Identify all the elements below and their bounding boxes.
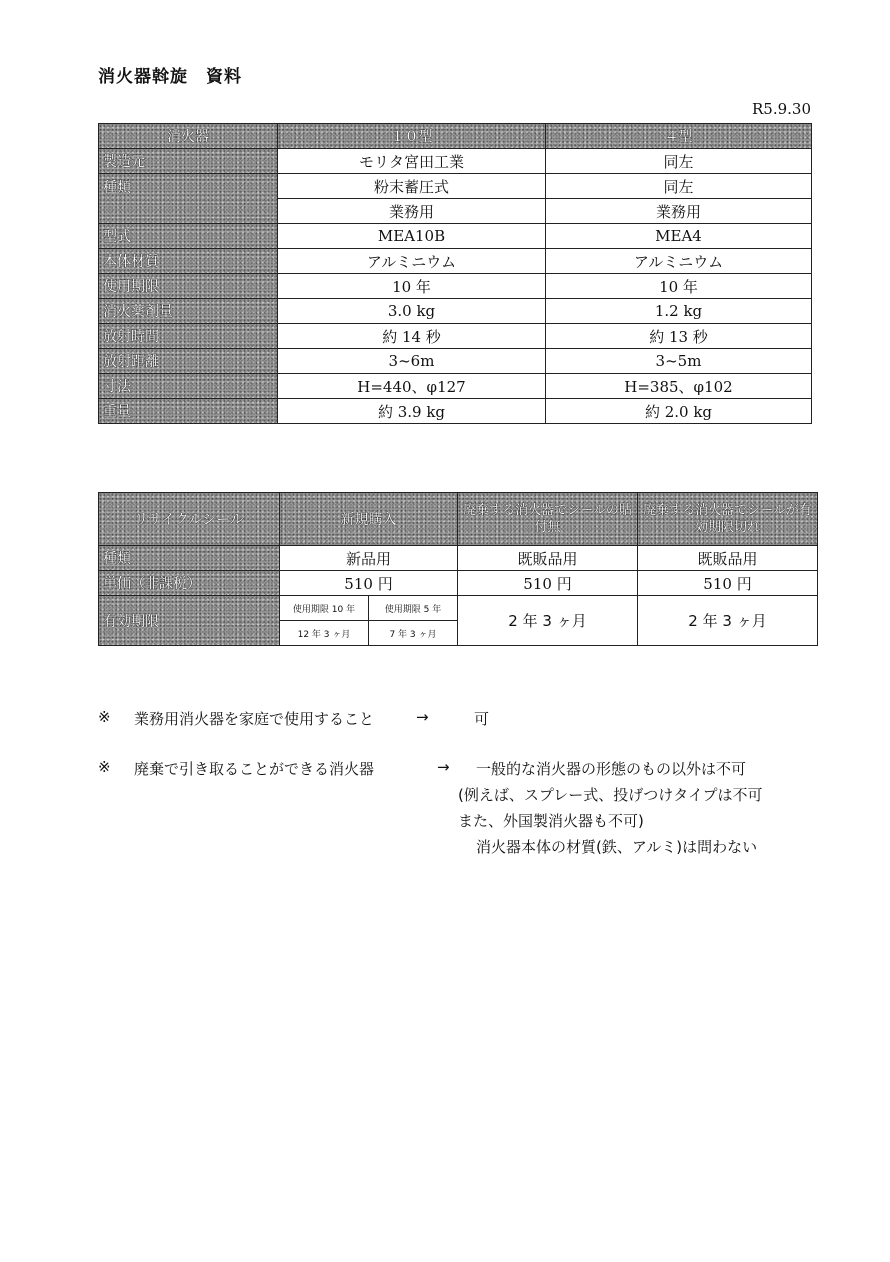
seal-price-no-seal: 510 円 xyxy=(458,571,638,596)
spec-label: 本体材質 xyxy=(99,249,278,274)
seal-price-expired: 510 円 xyxy=(638,571,818,596)
spec-value-type4: MEA4 xyxy=(546,224,812,249)
spec-row-material xyxy=(99,249,812,274)
seal-header-new-purchase: 新規購入 xyxy=(280,493,458,546)
spec-label: 寸法 xyxy=(99,374,278,399)
spec-value-type10: 3.0 kg xyxy=(278,299,546,324)
spec-value-type4: アルミニウム xyxy=(546,249,812,274)
seal-header-label: リサイクルシール xyxy=(99,493,280,546)
note1-text: 業務用消火器を家庭で使用すること xyxy=(134,710,375,728)
spec-value-type4: 3~5m xyxy=(546,349,812,374)
validity-sub-value-5y: 7 年 3 ヶ月 xyxy=(369,621,458,646)
spec-label: 種類 xyxy=(99,174,278,224)
spec-value-type10: 10 年 xyxy=(278,274,546,299)
note1-arrow: → xyxy=(416,708,429,726)
spec-value-type4: 同左 xyxy=(546,149,812,174)
spec-value-type10: 約 3.9 kg xyxy=(278,399,546,424)
seal-validity-expired: 2 年 3 ヶ月 xyxy=(638,596,818,646)
spec-label: 重量 xyxy=(99,399,278,424)
spec-value-type10: 約 14 秒 xyxy=(278,324,546,349)
seal-label: 有効期限 xyxy=(99,596,280,646)
spec-row-manufacturer xyxy=(99,149,812,174)
seal-row-price xyxy=(99,571,818,596)
seal-label: 種類 xyxy=(99,546,280,571)
spec-header-type10: １０型 xyxy=(278,124,546,149)
seal-type-expired: 既販品用 xyxy=(638,546,818,571)
validity-sub-header-10y: 使用期限 10 年 xyxy=(280,596,369,621)
note2-arrow: → xyxy=(437,758,450,776)
note2-line4: 消火器本体の材質(鉄、アルミ)は問わない xyxy=(476,838,758,856)
spec-row-kind xyxy=(99,174,812,199)
note-mark-2: ※ xyxy=(98,758,111,776)
spec-row-discharge-range xyxy=(99,349,812,374)
spec-row-expiry xyxy=(99,274,812,299)
spec-value-type4: 約 2.0 kg xyxy=(546,399,812,424)
seal-label: 単価（非課税） xyxy=(99,571,280,596)
spec-row-dimensions xyxy=(99,374,812,399)
seal-row-type xyxy=(99,546,818,571)
spec-row-weight xyxy=(99,399,812,424)
validity-sub-header-5y: 使用期限 5 年 xyxy=(369,596,458,621)
seal-price-new: 510 円 xyxy=(280,571,458,596)
seal-validity-no-seal: 2 年 3 ヶ月 xyxy=(458,596,638,646)
spec-value-type10: MEA10B xyxy=(278,224,546,249)
seal-header-no-seal: 廃棄する消火器でシールの貼付無 xyxy=(458,493,638,546)
spec-header-type4: ４型 xyxy=(546,124,812,149)
note2-text: 廃棄で引き取ることができる消火器 xyxy=(134,760,375,778)
spec-value-type10: H=440、φ127 xyxy=(278,374,546,399)
document-date: R5.9.30 xyxy=(752,100,812,118)
spec-value-type10: 業務用 xyxy=(278,199,546,224)
seal-type-new: 新品用 xyxy=(280,546,458,571)
seal-type-no-seal: 既販品用 xyxy=(458,546,638,571)
seal-header-expired-seal: 廃棄する消火器でシールが有効期限切れ xyxy=(638,493,818,546)
seal-row-validity-top xyxy=(99,596,818,621)
spec-label: 放射距離 xyxy=(99,349,278,374)
spec-value-type4: 業務用 xyxy=(546,199,812,224)
spec-row-model xyxy=(99,224,812,249)
spec-value-type4: 1.2 kg xyxy=(546,299,812,324)
spec-label: 型式 xyxy=(99,224,278,249)
spec-value-type10: モリタ宮田工業 xyxy=(278,149,546,174)
document-title: 消火器斡旋 資料 xyxy=(98,67,242,87)
spec-value-type4: 同左 xyxy=(546,174,812,199)
spec-row-discharge-time xyxy=(99,324,812,349)
seal-header-row xyxy=(99,493,818,546)
spec-label: 製造元 xyxy=(99,149,278,174)
spec-value-type10: 3~6m xyxy=(278,349,546,374)
spec-value-type4: 10 年 xyxy=(546,274,812,299)
extinguisher-spec-table xyxy=(98,123,812,424)
spec-value-type10: アルミニウム xyxy=(278,249,546,274)
note2-line3: また、外国製消火器も不可) xyxy=(458,812,644,830)
validity-sub-value-10y: 12 年 3 ヶ月 xyxy=(280,621,369,646)
note2-line2: (例えば、スプレー式、投げつけタイプは不可 xyxy=(458,786,763,804)
spec-header-row xyxy=(99,124,812,149)
spec-label: 使用期限 xyxy=(99,274,278,299)
recycle-seal-table xyxy=(98,492,818,646)
note1-result: 可 xyxy=(474,710,490,728)
spec-value-type4: H=385、φ102 xyxy=(546,374,812,399)
note2-result: 一般的な消火器の形態のもの以外は不可 xyxy=(476,760,747,778)
spec-label: 消火薬剤量 xyxy=(99,299,278,324)
spec-value-type4: 約 13 秒 xyxy=(546,324,812,349)
spec-header-extinguisher: 消火器 xyxy=(99,124,278,149)
spec-value-type10: 粉末蓄圧式 xyxy=(278,174,546,199)
spec-row-agent-amount xyxy=(99,299,812,324)
note-mark-1: ※ xyxy=(98,708,111,726)
spec-label: 放射時間 xyxy=(99,324,278,349)
